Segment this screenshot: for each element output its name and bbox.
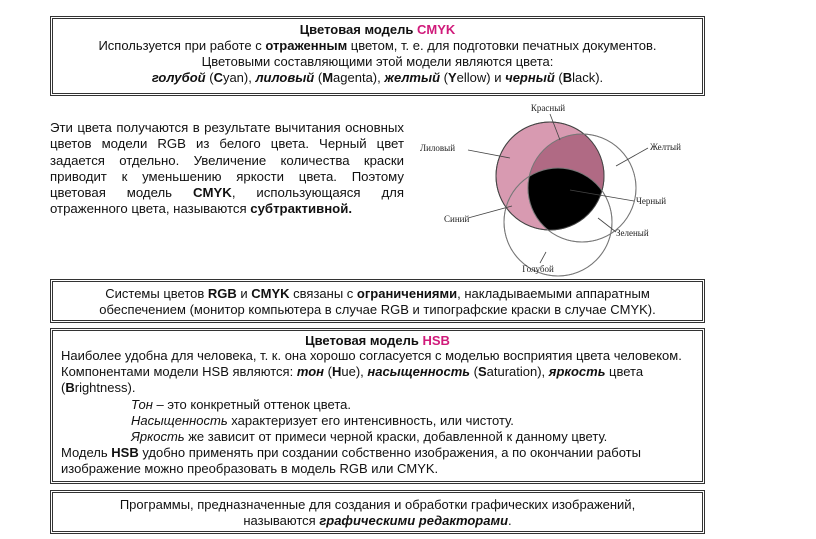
label-cyan: Синий [444,214,470,224]
hsb-intro: Наиболее удобна для человека, т. к. она хорошо согласуется с моделью восприятия цвета человеком. Компонентами модели HSB являются: тон (Hue), насыщенность (Saturation), яркость цвета (Brightness). [61,348,682,396]
label-red: Красный [530,103,566,113]
subtractive-p2: Черный цвет задается отдельно. [50,136,404,168]
label-blue: Голубой [522,264,554,274]
limits-box: Системы цветов RGB и CMYK связаны с ограничениями, накладываемыми аппаратным обеспечением (монитор компьютера в случае RGB и типографские краски в случае CMYK). [50,279,705,323]
hsb-def-saturation: Насыщенность характеризует его интенсивность, или чистоту. [131,412,514,428]
hsb-def-brightness: Яркость же зависит от примеси черной краски, добавленной к данному цвету. [131,429,608,445]
label-yellow: Желтый [650,142,681,152]
subtractive-p3: Увеличение количества краски приводит к уменьшению яркости цвета. Поэтому цветовая модель CMYK, использующаяся для отраженного цвета, называются субтрактивной. [50,152,404,217]
cmyk-venn-diagram [420,96,700,281]
hsb-usage: Модель HSB удобно применять при создании собственно изображения, а по окончании работы изображение можно преобразовать в модель RGB или CMYK. [61,445,641,477]
label-black: Черный [636,196,667,206]
subtractive-description [50,120,404,218]
graphic-editors-box [50,490,705,534]
label-green: Зеленый [616,228,649,238]
cmyk-line-3: голубой (Cyan), лиловый (Magenta), желтый (Yellow) и черный (Black). [151,70,604,85]
subtractive-p1: Эти цвета получаются в результате вычитания основных цветов модели RGB из белого цвета. [50,120,404,152]
editors-line-2: называются графическими редакторами. [243,513,512,528]
hsb-title: Цветовая модель HSB [305,333,450,348]
cmyk-title-name: CMYK [417,22,456,37]
editors-line-1: Программы, предназначенные для создания и обработки графических изображений, [119,497,636,512]
hsb-title-name: HSB [422,333,450,348]
label-magenta: Лиловый [420,143,456,153]
hsb-definition-box [50,328,705,484]
cmyk-line-2: Цветовыми составляющими этой модели являются цвета: [201,54,554,69]
hsb-def-tone: Тон – это конкретный оттенок цвета. [131,396,351,412]
cmyk-title: Цветовая модель CMYK [299,22,456,37]
cmyk-line-1: Используется при работе с отраженным цветом, т. е. для подготовки печатных документов. [98,38,657,53]
cmyk-definition-box [50,16,705,96]
